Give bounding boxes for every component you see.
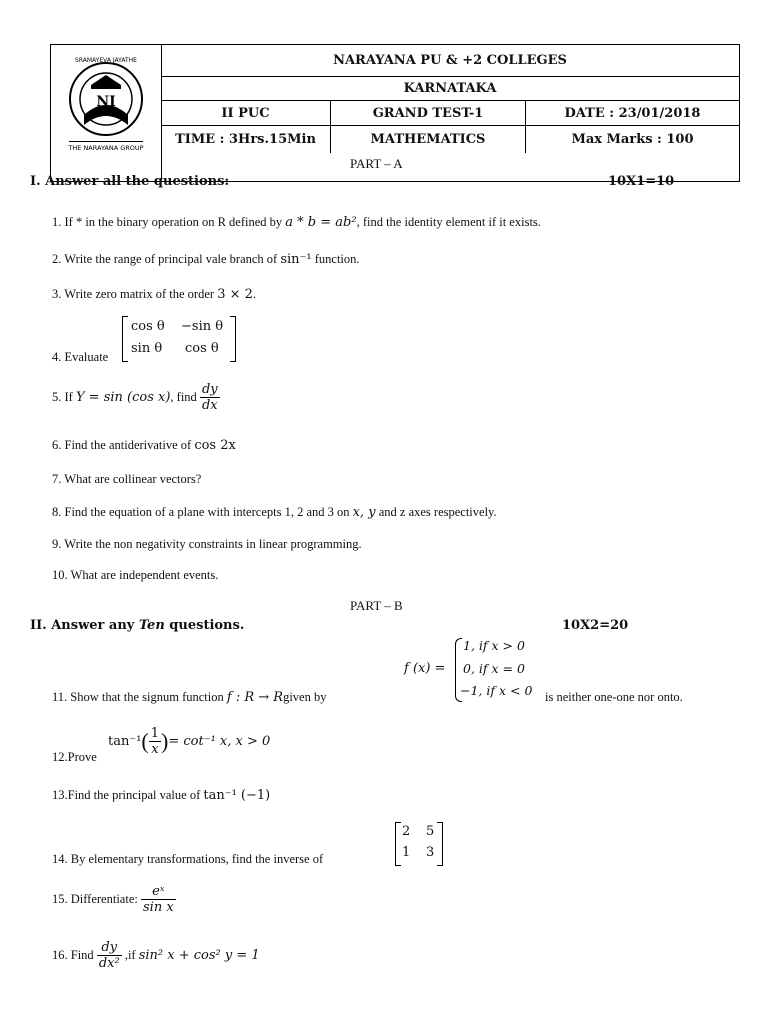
college-row bbox=[161, 45, 739, 77]
subject-cell: MATHEMATICS bbox=[331, 126, 526, 153]
college-name: NARAYANA PU & +2 COLLEGES bbox=[333, 53, 567, 68]
narayana-logo-icon bbox=[51, 45, 161, 181]
time-row bbox=[161, 126, 739, 153]
svg-text:SRAMAYEVA JAYATHE: SRAMAYEVA JAYATHE bbox=[75, 57, 137, 64]
state-row bbox=[161, 77, 739, 101]
question-14-label: 14. By elementary transformations, find the inverse of bbox=[52, 852, 324, 866]
question-3: 3. Write zero matrix of the order 3 × 2. bbox=[52, 287, 257, 302]
question-16: 16. Find $\frac{dy}{\text{dx²}}$ ,if sin² x + cos² y = 1 bbox=[52, 940, 260, 971]
svg-text:THE NARAYANA GROUP: THE NARAYANA GROUP bbox=[68, 144, 144, 152]
question-13: 13.Find the principal value of tan⁻¹ (−1) bbox=[52, 788, 271, 803]
question-11: 11. Show that the signum function f : R → Rgiven by bbox=[52, 690, 327, 705]
question-4-label: 4. Evaluate bbox=[52, 350, 109, 364]
question-12-label: 12.Prove bbox=[52, 750, 97, 764]
question-11-tail: is neither one-one nor onto. bbox=[545, 690, 683, 704]
question-8: 8. Find the equation of a plane with intercepts 1, 2 and 3 on x, y and z axes respectively. bbox=[52, 505, 497, 520]
question-7: 7. What are collinear vectors? bbox=[52, 472, 202, 486]
question-11-case-2: 0, if x = 0 bbox=[463, 661, 525, 676]
question-5: 5. If Y = sin (cos x), find $\frac{dy}{dx}$ bbox=[52, 382, 218, 413]
question-11-case-1: 1, if x > 0 bbox=[463, 638, 525, 653]
question-9: 9. Write the non negativity constraints in linear programming. bbox=[52, 537, 362, 551]
part-b-marks: 10X2=20 bbox=[562, 618, 629, 633]
part-a-title: PART – A bbox=[350, 156, 403, 171]
test-cell: GRAND TEST-1 bbox=[331, 101, 526, 125]
svg-text:NI: NI bbox=[96, 94, 116, 110]
question-2: 2. Write the range of principal vale branch of sin⁻¹ function. bbox=[52, 252, 360, 267]
max-marks-cell: Max Marks : 100 bbox=[571, 132, 694, 147]
question-6: 6. Find the antiderivative of cos 2x bbox=[52, 438, 236, 453]
part-b-title: PART – B bbox=[350, 598, 403, 613]
state-name: KARNATAKA bbox=[403, 81, 497, 96]
logo-cell bbox=[51, 45, 162, 181]
question-10: 10. What are independent events. bbox=[52, 568, 219, 582]
class-row bbox=[161, 101, 739, 126]
question-15: 15. Differentiate: $\frac{\text{eˣ}}{\text{sin x}}$ bbox=[52, 884, 174, 915]
question-1: 1. If * in the binary operation on R defined by a * b = ab², find the identity element if it exists. bbox=[52, 215, 541, 230]
part-a-marks: 10X1=10 bbox=[608, 174, 675, 189]
date-cell: DATE : 23/01/2018 bbox=[564, 106, 701, 121]
question-14-matrix: 2 5 1 3 bbox=[395, 822, 443, 866]
part-a-heading: I. Answer all the questions: bbox=[30, 174, 230, 189]
question-12-expr: tan⁻¹( $\frac{1}{x}$ )= cot⁻¹ x, x > 0 bbox=[108, 726, 271, 757]
class-cell: II PUC bbox=[161, 101, 331, 125]
part-b-heading: II. Answer any Ten questions. bbox=[30, 618, 245, 633]
question-11-case-3: −1, if x < 0 bbox=[460, 683, 533, 698]
time-cell: TIME : 3Hrs.15Min bbox=[161, 126, 331, 153]
question-11-fx: f (x) = bbox=[404, 661, 446, 676]
question-4-matrix: cos θ −sin θ sin θ cos θ bbox=[122, 316, 236, 362]
